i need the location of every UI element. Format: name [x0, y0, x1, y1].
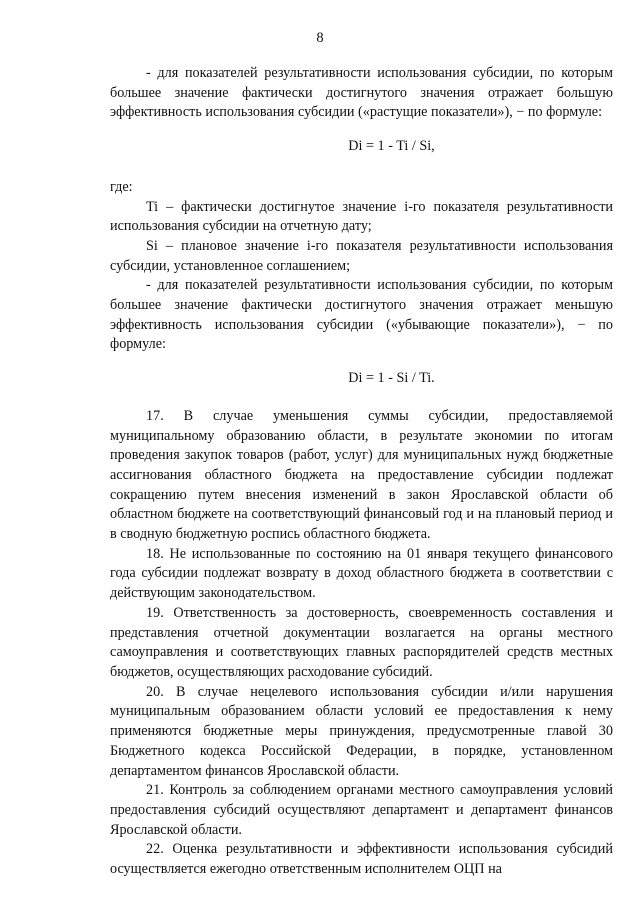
formula-decreasing: Di = 1 - Si / Ti. [348, 370, 435, 387]
document-body [110, 64, 613, 880]
clause-19: 19. Ответственность за достоверность, своевременность составления и представления отчетной документации возлагается на органы местного самоуправления и соответствующих главных распорядителей средств местных бюджетов, осуществляющих расходование субсидий. [110, 604, 613, 680]
ti-definition: Ti – фактически достигнутое значение i-го показателя результативности использования субсидии на отчетную дату; [110, 198, 613, 235]
clause-20: 20. В случае нецелевого использования субсидии и/или нарушения муниципальным образованием области условий ее предоставления к нему применяются бюджетные меры принуждения, предусмотренные главой 30 Бюджетного кодекса Российской Федерации, в порядке, установленном департаментом финансов Ярославской области. [110, 683, 613, 779]
clause-18: 18. Не использованные по состоянию на 01 января текущего финансового года субсидии подлежат возврату в доход областного бюджета в соответствии с действующим законодательством. [110, 545, 613, 602]
decreasing-indicators-paragraph: - для показателей результативности использования субсидии, по которым большее значение фактически достигнутого значения отражает меньшую эффективность использования субсидии («убывающие показатели»), − по формуле: [110, 277, 613, 353]
si-definition: Si – плановое значение i-го показателя результативности использования субсидии, установленное соглашением; [110, 237, 613, 274]
clause-17: 17. В случае уменьшения суммы субсидии, предоставляемой муниципальному образованию области, в результате экономии по итогам проведения закупок товаров (работ, услуг) для муниципальных нужд бюджетные ассигнования областного бюджета на предоставление субсидии подлежат сокращению путем внесения изменений в закон Ярославской области об областном бюджете на соответствующий финансовый год и на плановый период и в сводную бюджетную роспись областного бюджета. [110, 407, 613, 543]
growing-indicators-paragraph: - для показателей результативности использования субсидии, по которым большее значение фактически достигнутого значения отражает большую эффективность использования субсидии («растущие показатели»), − по формуле: [110, 65, 613, 121]
clause-21: 21. Контроль за соблюдением органами местного самоуправления условий предоставления субсидий осуществляют департамент и департамент финансов Ярославской области. [110, 782, 613, 838]
clause-22: 22. Оценка результативности и эффективности использования субсидий осуществляется ежегодно ответственным исполнителем ОЦП на [110, 841, 613, 878]
page-number: 8 [316, 30, 324, 46]
where-label: где: [110, 178, 133, 195]
formula-growing: Di = 1 - Ti / Si, [348, 138, 435, 155]
